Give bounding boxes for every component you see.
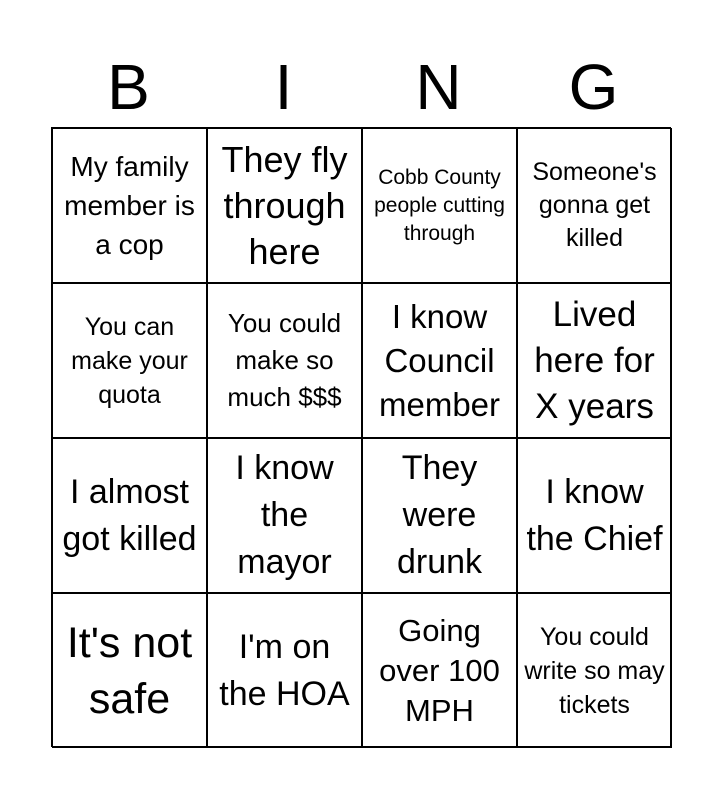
cell-text: It's not safe [66, 618, 193, 723]
cell-text: Going over 100 MPH [379, 612, 500, 728]
bingo-cell[interactable] [517, 128, 672, 283]
bingo-cell[interactable] [52, 593, 207, 748]
header-letter-b: B [107, 51, 150, 123]
bingo-board [51, 127, 671, 747]
header-letter-n: N [415, 51, 462, 123]
bingo-cell[interactable] [517, 283, 672, 438]
header-letter-i: I [274, 51, 293, 123]
bingo-cell[interactable] [207, 283, 362, 438]
bingo-cell[interactable] [52, 128, 207, 283]
bingo-cell[interactable] [362, 283, 517, 438]
bingo-cell[interactable] [362, 438, 517, 593]
cell-text: Someone's gonna get killed [532, 158, 657, 252]
bingo-cell[interactable] [517, 593, 672, 748]
bingo-cell[interactable] [362, 128, 517, 283]
cell-text: My family member is a cop [64, 151, 195, 260]
cell-text: I know Council member [378, 297, 501, 423]
cell-text: I know the mayor [235, 449, 334, 581]
cell-text: I know the Chief [526, 472, 663, 558]
bingo-cell[interactable] [52, 283, 207, 438]
header-letter-g: G [568, 51, 619, 123]
cell-text: You could make so much $$$ [227, 308, 342, 412]
cell-text: You can make your quota [71, 312, 188, 409]
cell-text: You could write so may tickets [524, 622, 665, 719]
cell-text: Cobb County people cutting through [374, 165, 505, 245]
cell-text: I'm on the HOA [219, 627, 350, 713]
bingo-header [51, 52, 671, 122]
cell-text: Lived here for X years [534, 294, 655, 426]
bingo-cell[interactable] [517, 438, 672, 593]
bingo-cell[interactable] [207, 128, 362, 283]
cell-text: They fly through here [221, 138, 348, 272]
bingo-cell[interactable] [362, 593, 517, 748]
cell-text: They were drunk [396, 449, 483, 581]
bingo-cell[interactable] [207, 593, 362, 748]
bingo-cell[interactable] [52, 438, 207, 593]
cell-text: I almost got killed [62, 472, 197, 558]
bingo-cell[interactable] [207, 438, 362, 593]
